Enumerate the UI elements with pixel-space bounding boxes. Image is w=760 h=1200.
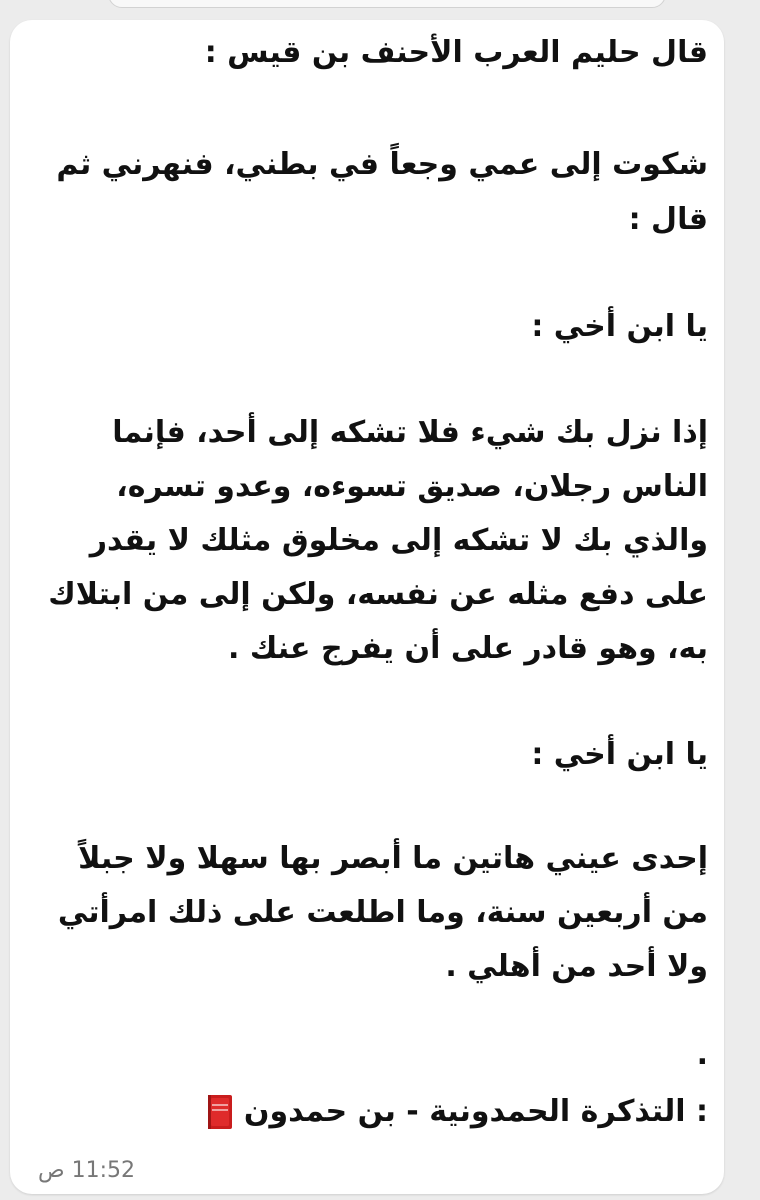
message-line: به، وهو قادر على أن يفرج عنك . [228,631,708,666]
message-line: يا ابن أخي : [531,309,708,344]
message-line: يا ابن أخي : [531,737,708,772]
message-line: شكوت إلى عمي وجعاً في بطني، فنهرني ثم [56,147,708,182]
message-line: قال : [628,202,708,237]
message-line: ولا أحد من أهلي . [445,949,708,984]
message-line: الناس رجلان، صديق تسوءه، وعدو تسره، [116,469,708,504]
red-book-icon [206,1094,234,1130]
message-line: . [696,1037,708,1072]
previous-message-bubble [108,0,666,8]
message-timestamp: 11:52 ص [38,1158,135,1183]
message-line: والذي بك لا تشكه إلى مخلوق مثلك لا يقدر [89,523,708,558]
message-line: إذا نزل بك شيء فلا تشكه إلى أحد، فإنما [112,415,708,450]
source-line [206,1089,708,1135]
message-line: قال حليم العرب الأحنف بن قيس : [204,35,708,70]
message-line: على دفع مثله عن نفسه، ولكن إلى من ابتلاك [48,577,708,612]
message-line: إحدى عيني هاتين ما أبصر بها سهلا ولا جبلاً [78,841,708,876]
source-text: : التذكرة الحمدونية - بن حمدون [243,1094,708,1129]
message-line: من أربعين سنة، وما اطلعت على ذلك امرأتي [57,895,708,930]
